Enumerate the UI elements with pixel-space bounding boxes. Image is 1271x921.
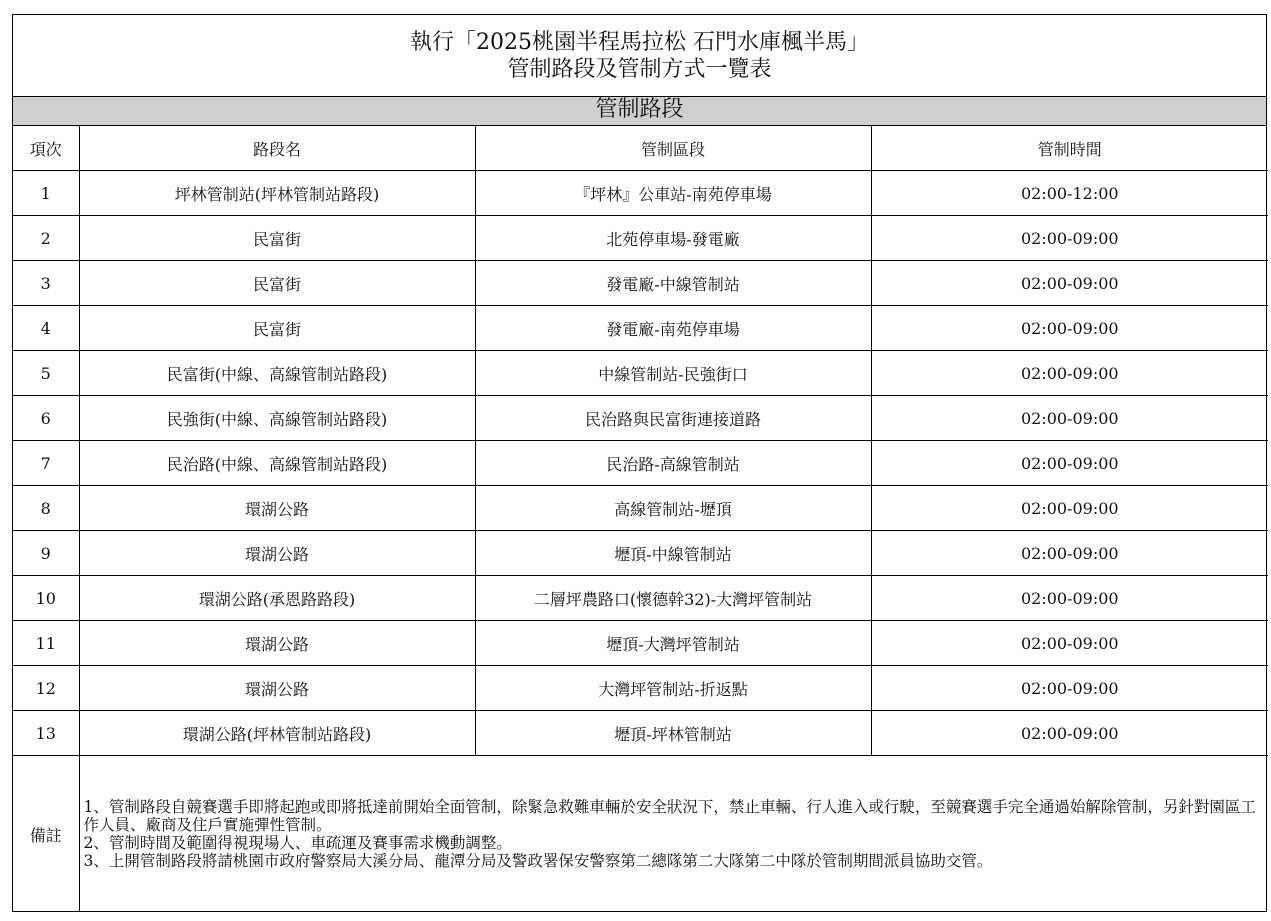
row-index-cell: 13 [13, 711, 79, 756]
control-table-document [12, 14, 1267, 912]
control-time-cell: 02:00-09:00 [871, 531, 1268, 576]
table-row [13, 576, 1268, 621]
control-section-cell: 大灣坪管制站-折返點 [475, 666, 871, 711]
section-heading: 管制路段 [13, 97, 1266, 126]
note-line: 2、管制時間及範圍得視現場人、車疏運及賽事需求機動調整。 [83, 834, 512, 852]
control-section-cell: 二層坪農路口(懷德幹32)-大灣坪管制站 [475, 576, 871, 621]
row-index-cell: 4 [13, 306, 79, 351]
control-section-cell: 壢頂-中線管制站 [475, 531, 871, 576]
road-name-cell: 坪林管制站(坪林管制站路段) [79, 171, 475, 216]
notes-text [79, 756, 1268, 913]
road-name-cell: 民富街 [79, 261, 475, 306]
header-road-name: 路段名 [79, 126, 475, 171]
table-row [13, 351, 1268, 396]
table-header-row [13, 126, 1268, 171]
road-name-cell: 環湖公路 [79, 486, 475, 531]
table-row [13, 666, 1268, 711]
control-table [13, 126, 1268, 912]
control-section-cell: 『坪林』公車站-南苑停車場 [475, 171, 871, 216]
road-name-cell: 環湖公路 [79, 621, 475, 666]
control-time-cell: 02:00-09:00 [871, 261, 1268, 306]
control-time-cell: 02:00-09:00 [871, 216, 1268, 261]
document-title [13, 15, 1266, 97]
control-time-cell: 02:00-09:00 [871, 711, 1268, 756]
control-time-cell: 02:00-12:00 [871, 171, 1268, 216]
control-time-cell: 02:00-09:00 [871, 441, 1268, 486]
table-row [13, 216, 1268, 261]
control-section-cell: 民治路-高線管制站 [475, 441, 871, 486]
control-section-cell: 中線管制站-民強街口 [475, 351, 871, 396]
note-line: 1、管制路段自競賽選手即將起跑或即將抵達前開始全面管制，除緊急救難車輛於安全狀況下，禁止車輛、行人進入或行駛，至競賽選手完全通過始解除管制，另針對園區工作人員、廠商及住戶實施彈性管制。 [83, 798, 1256, 834]
road-name-cell: 民富街 [79, 306, 475, 351]
row-index-cell: 10 [13, 576, 79, 621]
road-name-cell: 民富街(中線、高線管制站路段) [79, 351, 475, 396]
row-index-cell: 2 [13, 216, 79, 261]
title-line-2: 管制路段及管制方式一覽表 [507, 57, 772, 82]
table-row [13, 261, 1268, 306]
control-time-cell: 02:00-09:00 [871, 576, 1268, 621]
control-section-cell: 壢頂-大灣坪管制站 [475, 621, 871, 666]
control-time-cell: 02:00-09:00 [871, 396, 1268, 441]
notes-label: 備註 [13, 756, 79, 913]
control-time-cell: 02:00-09:00 [871, 621, 1268, 666]
table-row [13, 711, 1268, 756]
road-name-cell: 民治路(中線、高線管制站路段) [79, 441, 475, 486]
control-section-cell: 高線管制站-壢頂 [475, 486, 871, 531]
table-row [13, 621, 1268, 666]
row-index-cell: 7 [13, 441, 79, 486]
control-section-cell: 民治路與民富街連接道路 [475, 396, 871, 441]
control-time-cell: 02:00-09:00 [871, 306, 1268, 351]
row-index-cell: 3 [13, 261, 79, 306]
table-row [13, 396, 1268, 441]
control-section-cell: 北苑停車場-發電廠 [475, 216, 871, 261]
control-section-cell: 壢頂-坪林管制站 [475, 711, 871, 756]
title-line-1: 執行「2025桃園半程馬拉松 石門水庫楓半馬」 [410, 30, 869, 55]
table-row [13, 441, 1268, 486]
header-control-section: 管制區段 [475, 126, 871, 171]
road-name-cell: 環湖公路(坪林管制站路段) [79, 711, 475, 756]
table-row [13, 486, 1268, 531]
road-name-cell: 環湖公路(承恩路路段) [79, 576, 475, 621]
row-index-cell: 1 [13, 171, 79, 216]
table-row [13, 171, 1268, 216]
control-time-cell: 02:00-09:00 [871, 486, 1268, 531]
road-name-cell: 民富街 [79, 216, 475, 261]
row-index-cell: 5 [13, 351, 79, 396]
header-index: 項次 [13, 126, 79, 171]
row-index-cell: 9 [13, 531, 79, 576]
road-name-cell: 民強街(中線、高線管制站路段) [79, 396, 475, 441]
table-row [13, 306, 1268, 351]
road-name-cell: 環湖公路 [79, 666, 475, 711]
note-line: 3、上開管制路段將請桃園市政府警察局大溪分局、龍潭分局及警政署保安警察第二總隊第二大隊第二中隊於管制期間派員協助交管。 [83, 852, 993, 870]
road-name-cell: 環湖公路 [79, 531, 475, 576]
table-row [13, 531, 1268, 576]
row-index-cell: 8 [13, 486, 79, 531]
notes-row [13, 756, 1268, 913]
row-index-cell: 12 [13, 666, 79, 711]
row-index-cell: 11 [13, 621, 79, 666]
control-section-cell: 發電廠-中線管制站 [475, 261, 871, 306]
control-section-cell: 發電廠-南苑停車場 [475, 306, 871, 351]
control-time-cell: 02:00-09:00 [871, 666, 1268, 711]
header-control-time: 管制時間 [871, 126, 1268, 171]
row-index-cell: 6 [13, 396, 79, 441]
control-time-cell: 02:00-09:00 [871, 351, 1268, 396]
